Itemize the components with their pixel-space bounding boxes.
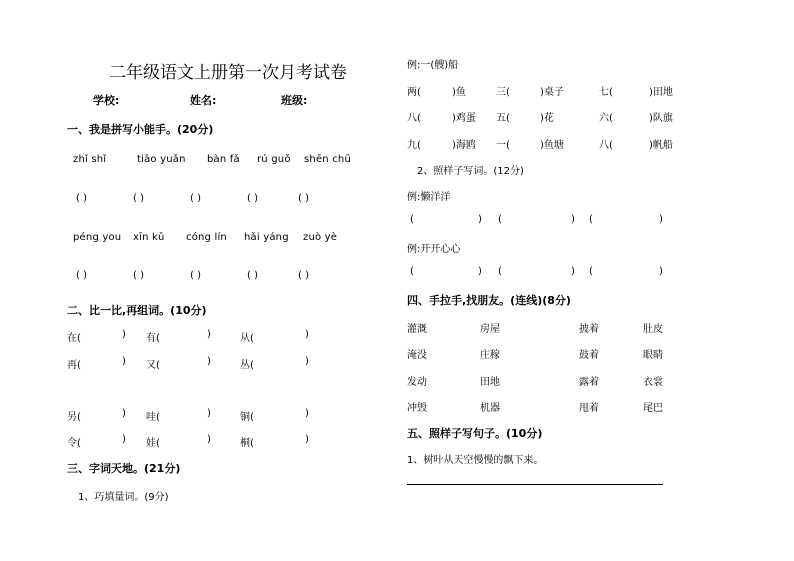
answer-blank[interactable]: ( ) xyxy=(190,193,201,204)
word-char: 有( xyxy=(146,333,160,344)
measure-noun: )田地 xyxy=(649,87,673,98)
school-field-label: 学校: xyxy=(93,94,120,107)
paren-open[interactable]: ( xyxy=(589,214,593,225)
paren-close: ) xyxy=(659,266,663,277)
word-char: 令( xyxy=(67,438,81,449)
match-word[interactable]: 尾巴 xyxy=(643,403,663,414)
subquestion-2: 2、照样子写词。(12分) xyxy=(417,166,524,177)
paren-open[interactable]: ( xyxy=(410,214,414,225)
match-word[interactable]: 披着 xyxy=(579,324,599,335)
word-char: 丛( xyxy=(240,360,254,371)
answer-blank[interactable]: ( ) xyxy=(298,193,309,204)
word-char: 娃( xyxy=(146,438,160,449)
measure-noun: )帆船 xyxy=(649,140,673,151)
measure-word-example: 例:一(艘)船 xyxy=(407,60,459,71)
match-word[interactable]: 田地 xyxy=(480,377,500,388)
measure-prefix: 一( xyxy=(496,140,510,151)
measure-prefix: 六( xyxy=(599,113,613,124)
measure-prefix: 八( xyxy=(407,113,421,124)
paren-close: ) xyxy=(305,329,309,340)
answer-blank[interactable]: ( ) xyxy=(76,193,87,204)
paren-close: ) xyxy=(478,266,482,277)
pinyin-item: shēn chū xyxy=(304,154,351,165)
pinyin-item: zuò yè xyxy=(303,232,338,243)
measure-noun: )鸡蛋 xyxy=(452,113,476,124)
measure-noun: )桌子 xyxy=(540,87,564,98)
section-3-heading: 三、字词天地。(21分) xyxy=(67,462,181,475)
paren-close: ) xyxy=(207,356,211,367)
pinyin-item: bàn fǎ xyxy=(207,154,240,165)
word-example-1: 例:懒洋洋 xyxy=(407,192,451,203)
match-word[interactable]: 房屋 xyxy=(480,324,500,335)
pinyin-item: xīn kǔ xyxy=(133,232,165,243)
paren-close: ) xyxy=(207,408,211,419)
paren-open[interactable]: ( xyxy=(589,266,593,277)
section-4-heading: 四、手拉手,找朋友。(连线)(8分) xyxy=(407,294,571,307)
word-char: 铜( xyxy=(240,412,254,423)
pinyin-item: tiāo yuǎn xyxy=(137,154,186,165)
word-char: 在( xyxy=(67,333,81,344)
match-word[interactable]: 庄稼 xyxy=(480,350,500,361)
measure-noun: )鱼 xyxy=(452,87,466,98)
paren-close: ) xyxy=(122,408,126,419)
word-char: 桐( xyxy=(240,438,254,449)
match-word[interactable]: 甩着 xyxy=(579,403,599,414)
paren-close: ) xyxy=(571,214,575,225)
match-word[interactable]: 灌溉 xyxy=(407,324,427,335)
pinyin-item: péng you xyxy=(73,232,122,243)
sentence-example: 1、树叶从天空慢慢的飘下来。 xyxy=(407,455,544,466)
section-2-heading: 二、比一比,再组词。(10分) xyxy=(67,304,207,317)
measure-prefix: 五( xyxy=(496,113,510,124)
measure-prefix: 八( xyxy=(599,140,613,151)
section-5-heading: 五、照样子写句子。(10分) xyxy=(407,427,543,440)
answer-line[interactable] xyxy=(407,484,663,485)
class-field-label: 班级: xyxy=(281,94,308,107)
paren-close: ) xyxy=(207,329,211,340)
paren-close: ) xyxy=(571,266,575,277)
answer-blank[interactable]: ( ) xyxy=(298,270,309,281)
measure-prefix: 九( xyxy=(407,140,421,151)
paren-close: ) xyxy=(478,214,482,225)
subquestion-1: 1、巧填量词。(9分) xyxy=(78,492,169,503)
match-word[interactable]: 衣裳 xyxy=(643,377,663,388)
answer-blank[interactable]: ( ) xyxy=(247,270,258,281)
paren-close: ) xyxy=(207,434,211,445)
section-1-heading: 一、我是拼写小能手。(20分) xyxy=(67,123,214,136)
paren-close: ) xyxy=(305,434,309,445)
pinyin-item: hǎi yáng xyxy=(244,232,289,243)
measure-prefix: 两( xyxy=(407,87,421,98)
paren-close: ) xyxy=(305,356,309,367)
word-char: 从( xyxy=(240,333,254,344)
measure-noun: )花 xyxy=(540,113,554,124)
answer-blank[interactable]: ( ) xyxy=(76,270,87,281)
answer-blank[interactable]: ( ) xyxy=(247,193,258,204)
match-word[interactable]: 露着 xyxy=(579,377,599,388)
page-title: 二年级语文上册第一次月考试卷 xyxy=(109,63,347,83)
paren-open[interactable]: ( xyxy=(498,214,502,225)
measure-prefix: 三( xyxy=(496,87,510,98)
pinyin-item: rú guǒ xyxy=(257,154,291,165)
measure-noun: )队旗 xyxy=(649,113,673,124)
paren-open[interactable]: ( xyxy=(498,266,502,277)
paren-close: ) xyxy=(122,329,126,340)
word-char: 哇( xyxy=(146,412,160,423)
name-field-label: 姓名: xyxy=(190,94,217,107)
answer-blank[interactable]: ( ) xyxy=(190,270,201,281)
paren-close: ) xyxy=(122,434,126,445)
match-word[interactable]: 冲毁 xyxy=(407,403,427,414)
paren-close: ) xyxy=(122,356,126,367)
match-word[interactable]: 眼睛 xyxy=(643,350,663,361)
paren-open[interactable]: ( xyxy=(410,266,414,277)
measure-noun: )鱼塘 xyxy=(540,140,564,151)
match-word[interactable]: 淹没 xyxy=(407,350,427,361)
match-word[interactable]: 机器 xyxy=(480,403,500,414)
pinyin-item: cóng lín xyxy=(186,232,227,243)
word-example-2: 例:开开心心 xyxy=(407,244,461,255)
measure-noun: )海鸥 xyxy=(452,140,476,151)
word-char: 再( xyxy=(67,360,81,371)
paren-close: ) xyxy=(305,408,309,419)
answer-blank[interactable]: ( ) xyxy=(133,193,144,204)
answer-blank[interactable]: ( ) xyxy=(133,270,144,281)
word-char: 又( xyxy=(146,360,160,371)
match-word[interactable]: 肚皮 xyxy=(643,324,663,335)
match-word[interactable]: 鼓着 xyxy=(579,350,599,361)
word-char: 另( xyxy=(67,412,81,423)
measure-prefix: 七( xyxy=(599,87,613,98)
paren-close: ) xyxy=(659,214,663,225)
pinyin-item: zhǐ shǐ xyxy=(73,154,107,165)
match-word[interactable]: 发动 xyxy=(407,377,427,388)
